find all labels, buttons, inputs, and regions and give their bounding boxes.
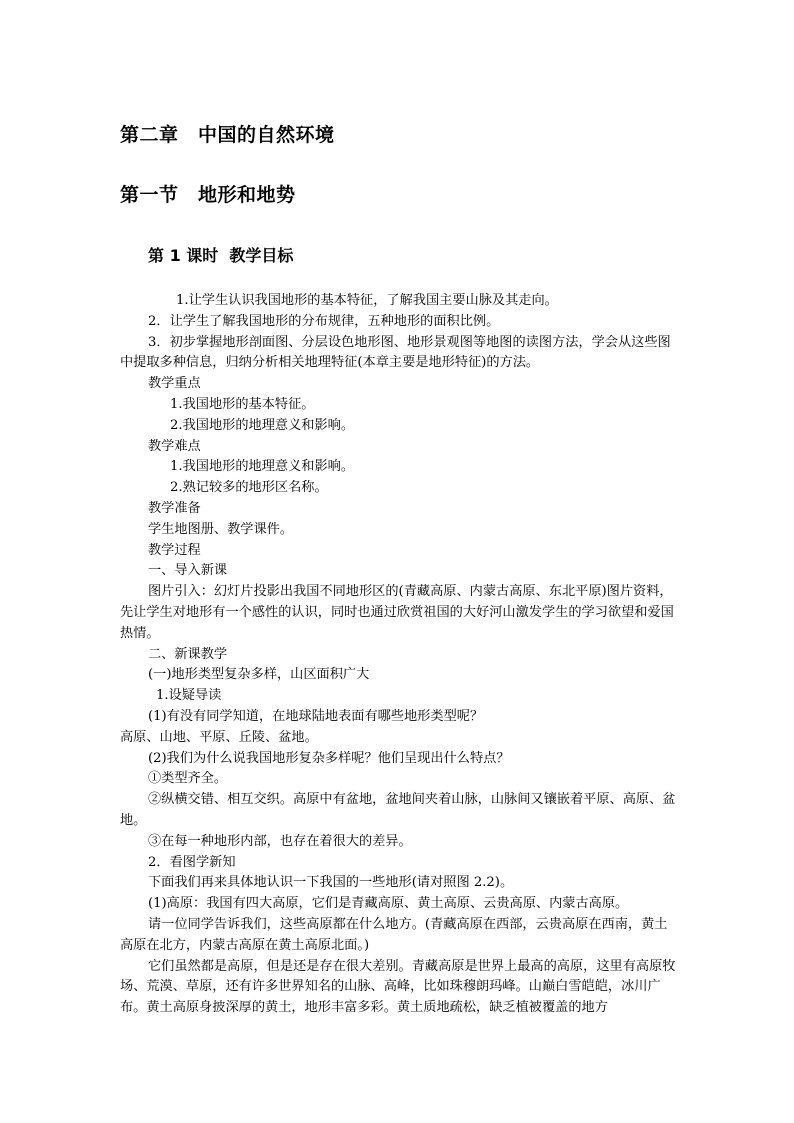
paragraph: 二、新课教学 — [148, 646, 228, 662]
paragraph: 图片引入：幻灯片投影出我国不同地形区的(青藏高原、内蒙古高原、东北平原)图片资料，先让学生对地形有一个感性的认识，同时也通过欣赏祖国的大好河山激发学生的学习欲望和爱国热情。 — [120, 584, 674, 641]
paragraph: 它们虽然都是高原，但是还是存在很大差别。青藏高原是世界上最高的高原，这里有高原牧场、荒漠、草原，还有许多世界知名的山脉、高峰，比如珠穆朗玛峰。山巅白雪皑皑，冰川广布。黄土高原身披深厚的黄土，地形丰富多彩。黄土质地疏松，缺乏植被覆盖的地方 — [120, 958, 676, 1016]
paragraph: ③在每一种地形内部，也存在着很大的差异。 — [148, 833, 412, 849]
paragraph: 教学重点 — [148, 376, 201, 392]
paragraph: (一)地形类型复杂多样，山区面积广大 — [148, 667, 370, 683]
paragraph: 3．初步掌握地形剖面图、分层设色地形图、地形景观图等地图的读图方法，学会从这些图中提取多种信息，归纳分析相关地理特征(本章主要是地形特征)的方法。 — [120, 334, 671, 371]
document-body — [120, 291, 678, 1019]
paragraph: 教学准备 — [148, 500, 201, 516]
paragraph: 高原、山地、平原、丘陵、盆地。 — [120, 729, 318, 745]
paragraph: 2．看图学新知 — [148, 854, 236, 870]
paragraph: 1.设疑导读 — [156, 688, 222, 704]
paragraph: ①类型齐全。 — [148, 771, 228, 787]
lesson-title: 第 1 课时 教学目标 — [148, 246, 294, 265]
paragraph: 教学难点 — [148, 438, 201, 454]
chapter-title: 第二章 中国的自然环境 — [120, 124, 335, 146]
paragraph: 2.我国地形的地理意义和影响。 — [170, 417, 355, 433]
paragraph: 2.熟记较多的地形区名称。 — [170, 480, 328, 496]
paragraph: 2．让学生了解我国地形的分布规律，五种地形的面积比例。 — [148, 313, 500, 329]
paragraph: 一、导入新课 — [148, 563, 228, 579]
paragraph: 请一位同学告诉我们，这些高原都在什么地方。(青藏高原在西部，云贵高原在西南，黄土高原在北方，内蒙古高原在黄土高原北面。) — [120, 916, 668, 953]
paragraph: 1.我国地形的基本特征。 — [170, 396, 315, 412]
paragraph: 1.我国地形的地理意义和影响。 — [170, 459, 355, 475]
paragraph: 学生地图册、教学课件。 — [148, 521, 294, 537]
paragraph: (1)有没有同学知道，在地球陆地表面有哪些地形类型呢？ — [148, 708, 484, 724]
section-title: 第一节 地形和地势 — [120, 184, 296, 206]
paragraph: ②纵横交错、相互交织。高原中有盆地，盆地间夹着山脉，山脉间又镶嵌着平原、高原、盆地。 — [120, 792, 676, 828]
paragraph: 教学过程 — [148, 542, 201, 558]
paragraph: (1)高原：我国有四大高原，它们是青藏高原、黄土高原、云贵高原、内蒙古高原。 — [148, 896, 629, 912]
paragraph: 下面我们再来具体地认识一下我国的一些地形(请对照图 2.2)。 — [148, 875, 514, 891]
paragraph: 1.让学生认识我国地形的基本特征，了解我国主要山脉及其走向。 — [176, 293, 558, 308]
paragraph: (2)我们为什么说我国地形复杂多样呢？他们呈现出什么特点？ — [148, 750, 510, 766]
